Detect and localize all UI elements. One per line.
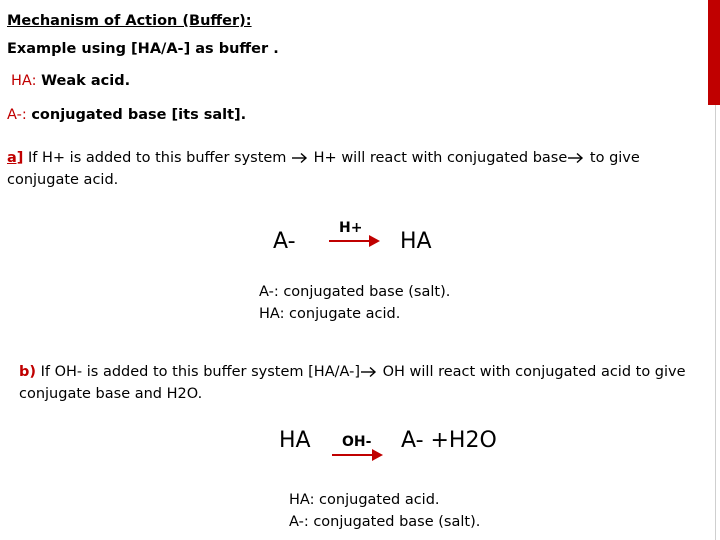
accent-bar [708, 0, 720, 105]
reaction2-arrow-icon [330, 448, 384, 462]
part-a-line-1 [7, 147, 640, 169]
right-arrow-icon [360, 366, 378, 378]
reaction2-reagent: OH- [342, 434, 372, 450]
reaction1-note-1: A-: conjugated base (salt). [259, 284, 451, 300]
a-definition [7, 104, 246, 126]
part-b-label: b) [19, 364, 37, 380]
reaction2-product: A- +H2O [401, 428, 497, 453]
part-b-line-1 [19, 361, 686, 383]
example-line: Example using [HA/A-] as buffer . [7, 41, 279, 57]
part-a-text-3: to give [585, 150, 640, 166]
slide-title: Mechanism of Action (Buffer): [7, 13, 252, 29]
ha-definition [11, 70, 130, 92]
part-a-label: a] [7, 150, 24, 166]
ha-text: Weak acid. [41, 73, 131, 89]
a-text: conjugated base [its salt]. [31, 107, 247, 123]
right-arrow-icon [291, 152, 309, 164]
reaction1-arrow-icon [327, 234, 381, 248]
reaction1-product: HA [400, 229, 432, 254]
reaction1-reagent: H+ [339, 220, 363, 236]
reaction2-note-2: A-: conjugated base (salt). [289, 514, 481, 530]
reaction1-reactant: A- [273, 229, 296, 254]
right-arrow-icon [567, 152, 585, 164]
part-b-text-1: If OH- is added to this buffer system [HA/A-] [36, 364, 360, 380]
part-a-line-2: conjugate acid. [7, 172, 119, 188]
accent-divider [715, 105, 716, 540]
ha-prefix: HA: [11, 73, 42, 89]
part-b-line-2: conjugate base and H2O. [19, 386, 203, 402]
reaction2-reactant: HA [279, 428, 311, 453]
reaction1-note-2: HA: conjugate acid. [259, 306, 401, 322]
part-a-text-2: H+ will react with conjugated base [309, 150, 568, 166]
part-a-text-1: If H+ is added to this buffer system [23, 150, 292, 166]
part-b-text-2: OH will react with conjugated acid to give [378, 364, 686, 380]
a-prefix: A-: [7, 107, 32, 123]
reaction2-note-1: HA: conjugated acid. [289, 492, 440, 508]
